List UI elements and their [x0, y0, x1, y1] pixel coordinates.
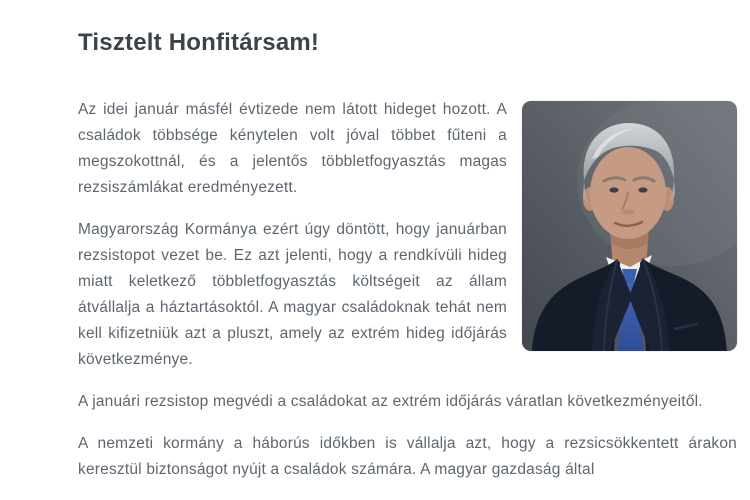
- paragraph-1: Az idei január másfél évtizede nem látott hideget hozott. A családok többsége kénytelen volt jóval többet fűteni a megszokottnál, és a jelentős többletfogyasztás magas rezsiszámlákat eredményezett.: [78, 101, 507, 196]
- paragraph-3: A januári rezsistop megvédi a családokat az extrém időjárás váratlan következményeitől.: [78, 393, 703, 410]
- portrait-photo: [522, 101, 737, 351]
- paragraph-4: A nemzeti kormány a háborús időkben is vállalja azt, hogy a rezsicsökkentett árakon keresztül biztonságot nyújt a családok számára. A magyar gazdaság által: [78, 435, 737, 478]
- page-title: Tisztelt Honfitársam!: [78, 29, 320, 56]
- paragraph-2: Magyarország Kormánya ezért úgy döntött, hogy januárban rezsistopot vezet be. Ez azt jelenti, hogy a rendkívüli hideg miatt keletkező többletfogyasztás költségeit az állam átvállalja a háztartásoktól. A magyar családoknak tehát nem kell kifizetniük azt a pluszt, amely az extrém hideg időjárás következménye.: [78, 221, 507, 368]
- portrait-illustration: [522, 101, 737, 351]
